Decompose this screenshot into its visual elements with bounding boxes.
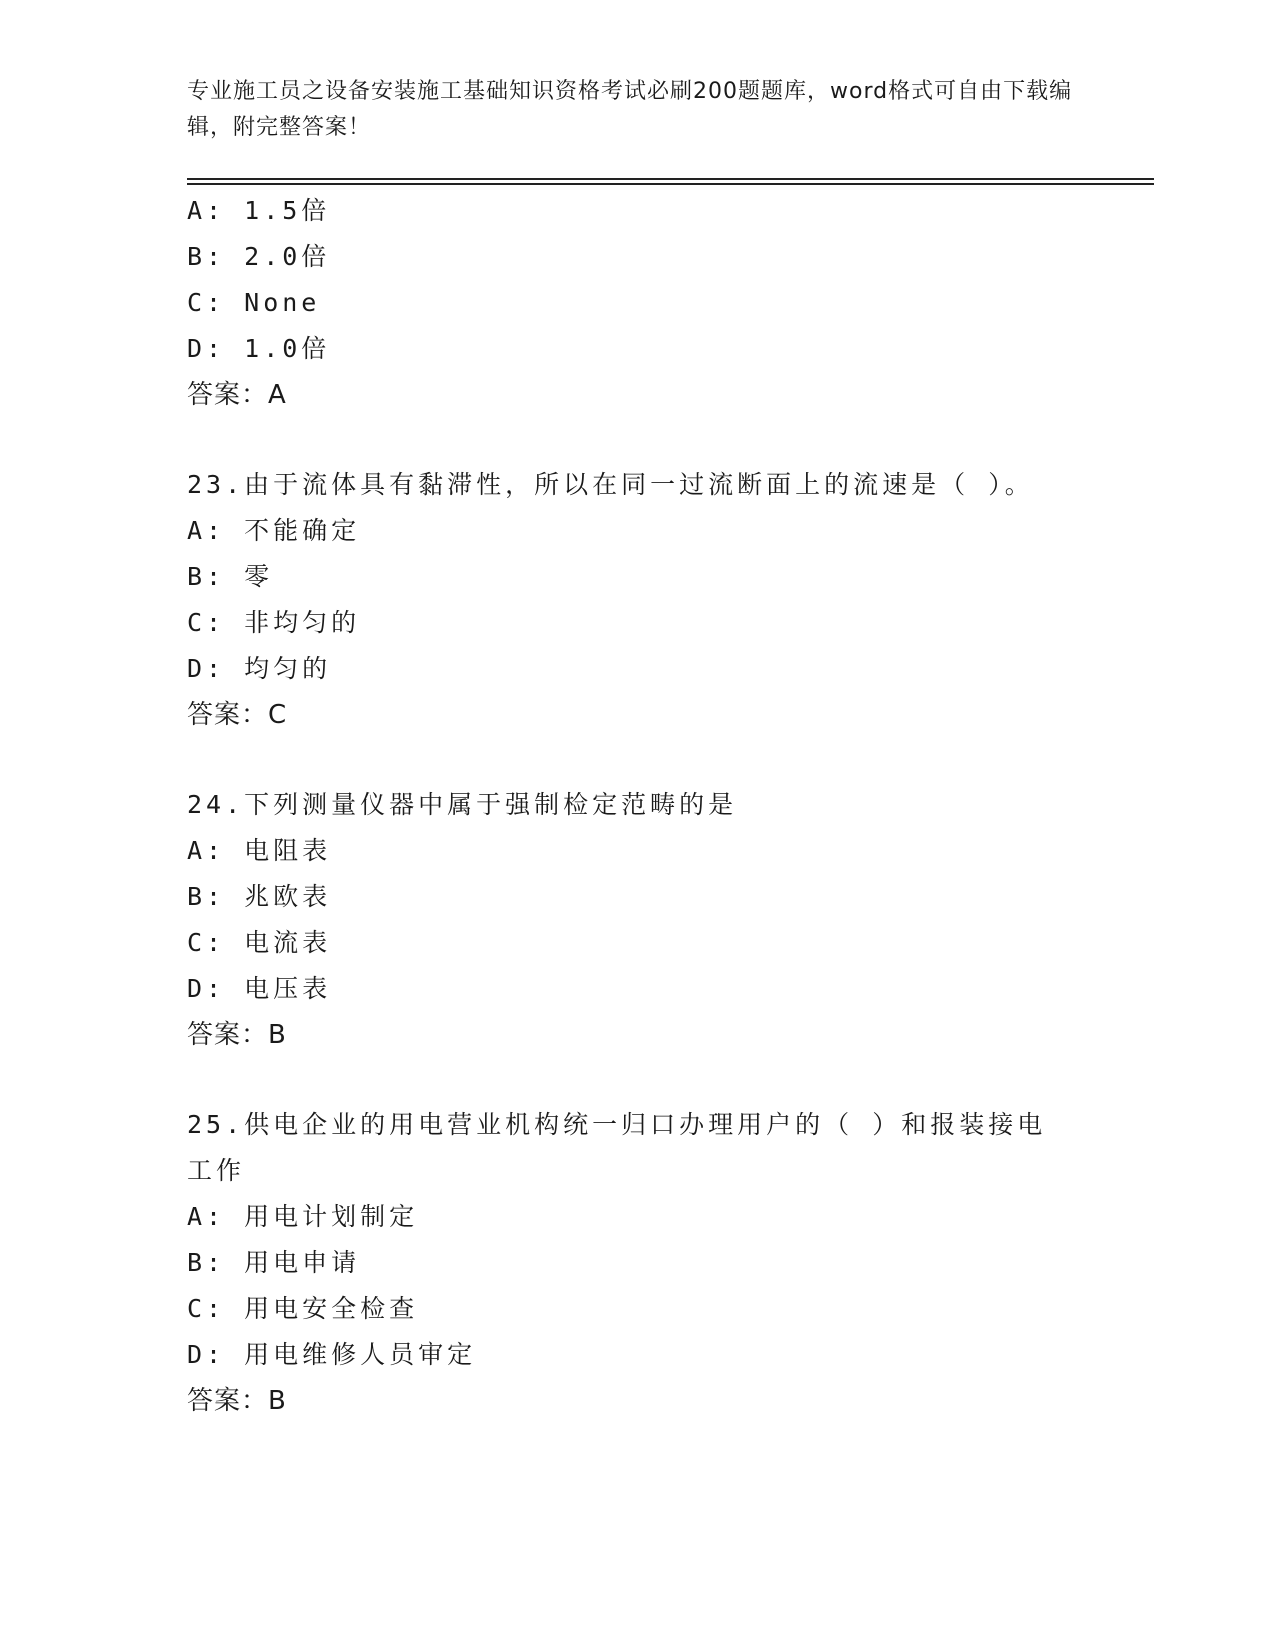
- option-c: C: 电流表: [187, 928, 332, 957]
- option-d: D: 1.0倍: [187, 334, 331, 363]
- answer-line: 答案：C: [187, 700, 288, 730]
- question-text: 23.由于流体具有黏滞性，所以在同一过流断面上的流速是（ ）。: [187, 470, 1034, 499]
- question-text: 25.供电企业的用电营业机构统一归口办理用户的（ ）和报装接电工作: [187, 1110, 1047, 1185]
- option-d: D: 用电维修人员审定: [187, 1340, 477, 1369]
- question-25: [187, 1102, 1087, 1424]
- option-a: A: 用电计划制定: [187, 1202, 419, 1231]
- option-d: D: 均匀的: [187, 654, 332, 683]
- option-c: C: 用电安全检查: [187, 1294, 419, 1323]
- option-b: B: 兆欧表: [187, 882, 332, 911]
- answer-line: 答案：B: [187, 1020, 287, 1050]
- option-b: B: 用电申请: [187, 1248, 361, 1277]
- option-a: A: 不能确定: [187, 516, 361, 545]
- question-text: 24.下列测量仪器中属于强制检定范畴的是: [187, 790, 738, 819]
- title-divider-bottom: [187, 183, 1154, 185]
- answer-line: 答案：B: [187, 1386, 287, 1416]
- option-b: B: 零: [187, 562, 274, 591]
- question-list: [187, 188, 1087, 1424]
- question-22-continued: [187, 188, 1087, 418]
- option-a: A: 电阻表: [187, 836, 332, 865]
- option-a: A: 1.5倍: [187, 196, 331, 225]
- question-23: [187, 462, 1087, 738]
- question-24: [187, 782, 1087, 1058]
- option-c: C: 非均匀的: [187, 608, 361, 637]
- title-divider-top: [187, 178, 1154, 180]
- option-c: C: None: [187, 288, 321, 317]
- answer-line: 答案：A: [187, 380, 287, 410]
- option-d: D: 电压表: [187, 974, 332, 1003]
- option-b: B: 2.0倍: [187, 242, 331, 271]
- document-title: 专业施工员之设备安装施工基础知识资格考试必刷200题题库，word格式可自由下载编辑，附完整答案！: [187, 79, 1073, 140]
